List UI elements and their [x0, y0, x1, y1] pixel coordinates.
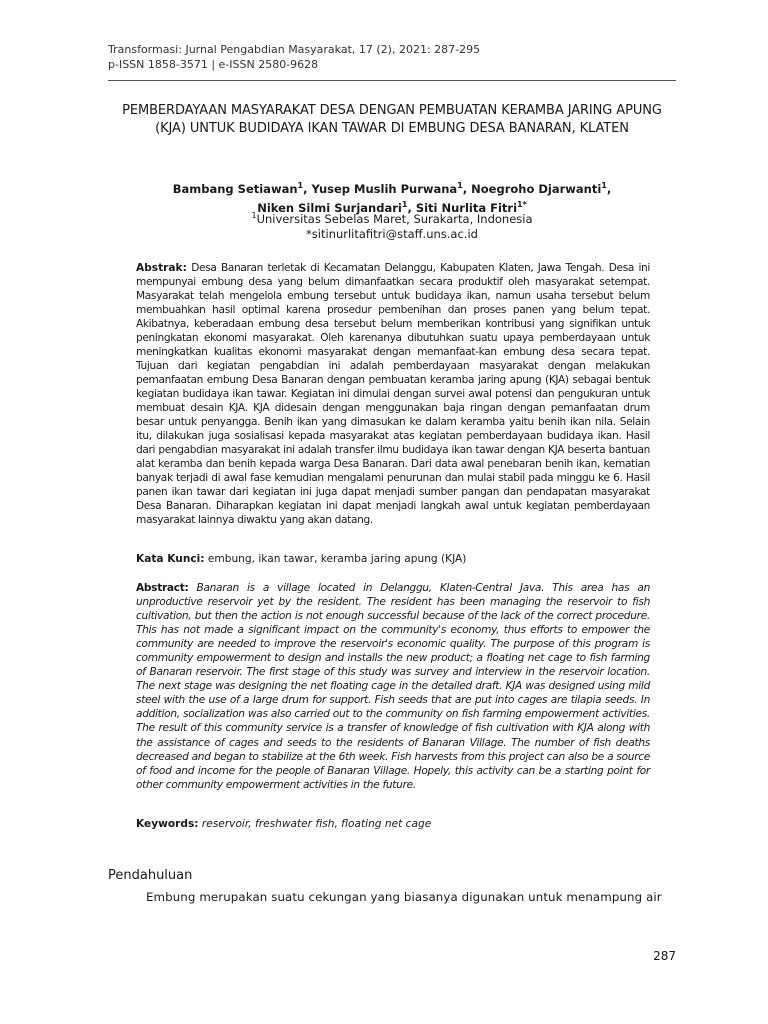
- affiliation: [108, 208, 676, 227]
- keywords-en-label: Keywords:: [136, 818, 199, 830]
- author-affil-mark: 1: [297, 181, 304, 190]
- abstrak-block: [136, 261, 650, 527]
- affiliation-text: Universitas Sebelas Maret, Surakarta, Indonesia: [256, 211, 533, 226]
- author-affil-mark: 1*: [517, 200, 527, 210]
- paper-title: PEMBERDAYAAN MASYARAKAT DESA DENGAN PEMBUATAN KERAMBA JARING APUNG (KJA) UNTUK BUDIDAYA IKAN TAWAR DI EMBUNG DESA BANARAN, KLATEN: [122, 103, 662, 136]
- author-name: Niken Silmi Surjandari: [257, 201, 402, 216]
- section-heading: Pendahuluan: [108, 868, 193, 883]
- journal-header: [108, 42, 678, 72]
- author-name: Noegroho Djarwanti: [471, 181, 602, 196]
- author-name: Yusep Muslih Purwana: [311, 181, 458, 196]
- author-name: Siti Nurlita Fitri: [415, 201, 518, 216]
- keywords-en-block: [136, 817, 650, 831]
- kata-kunci-label: Kata Kunci:: [136, 553, 205, 565]
- author-affil-mark: 1: [457, 181, 463, 190]
- author-separator: ,: [407, 201, 416, 216]
- kata-kunci-block: [136, 552, 650, 566]
- journal-issn: p-ISSN 1858-3571 | e-ISSN 2580-9628: [108, 58, 319, 71]
- kata-kunci-text: embung, ikan tawar, keramba jaring apung (KJA): [207, 553, 467, 565]
- author-affil-mark: 1: [601, 181, 607, 190]
- abstrak-text: Desa Banaran terletak di Kecamatan Delanggu, Kabupaten Klaten, Jawa Tengah. Desa ini mempunyai embung desa yang belum dimanfaatkan secara produktif oleh masyarakat setempat. Masyarakat telah mengelola embung tersebut untuk budidaya ikan, namun usaha tersebut belum membuahkan hasil optimal karena prosedur pembenihan dan proses panen yang belum tepat. Akibatnya, keberadaan embung desa tersebut belum memberikan kontribusi yang signifikan untuk peningkatan ekonomi masyarakat. Oleh karenanya dibutuhkan suatu upaya pemberdayaan untuk meningkatkan kualitas ekonomi masyarakat dengan memanfaat-kan embung desa secara tepat. Tujuan dari kegiatan pengabdian ini adalah pemberdayaan masyarakat dengan melakukan pemanfaatan embung Desa Banaran dengan pembuatan keramba jaring apung (KJA) sebagai bentuk kegiatan budidaya ikan tawar. Kegiatan ini dimulai dengan survei awal potensi dan pengukuran untuk membuat desain KJA. KJA didesain dengan menggunakan baja ringan dengan pemanfaatan drum besar untuk penyangga. Benih ikan yang dimasukan ke dalam keramba yaitu benih ikan nila. Selain itu, dilakukan juga sosialisasi kepada masyarakat atas kegiatan pemberdayaan budidaya ikan. Hasil dari pengabdian masyarakat ini adalah transfer ilmu budidaya ikan tawar dengan KJA beserta bantuan alat keramba dan benih kepada warga Desa Banaran. Dari data awal penebaran benih ikan, kematian banyak terjadi di awal fase kemudian mengalami penurunan dan mulai stabil pada minggu ke 6. Hasil panen ikan tawar dari kegiatan ini juga dapat menjadi sumber pangan dan pendapatan masyarakat Desa Banaran. Diharapkan kegiatan ini dapat menjadi langkah awal untuk kegiatan pemberdayaan masyarakat lainnya diwaktu yang akan datang.: [136, 262, 650, 526]
- author-separator: ,: [303, 181, 312, 196]
- abstrak-label: Abstrak:: [136, 262, 187, 274]
- journal-citation: Transformasi: Jurnal Pengabdian Masyarakat, 17 (2), 2021: 287-295: [108, 43, 481, 56]
- author-name: Bambang Setiawan: [172, 181, 298, 196]
- corresponding-email[interactable]: *sitinurlitafitri@staff.uns.ac.id: [306, 226, 478, 241]
- affiliation-mark: 1: [251, 211, 257, 220]
- abstract-en-label: Abstract:: [136, 582, 189, 594]
- author-separator: ,: [462, 181, 472, 196]
- author-separator: ,: [606, 181, 612, 196]
- abstract-en-block: [136, 581, 650, 792]
- affiliation-block: [108, 208, 676, 242]
- header-divider: [108, 80, 676, 81]
- author-affil-mark: 1: [401, 200, 408, 210]
- body-paragraph: Embung merupakan suatu cekungan yang biasanya digunakan untuk menampung air: [146, 890, 662, 904]
- abstract-en-text: Banaran is a village located in Delanggu, Klaten-Central Java. This area has an unproductive reservoir yet by the resident. The resident has been managing the reservoir to fish cultivation, but then the action is not enough successful because of the lack of the correct procedure. This has not made a significant impact on the community's economy, thus efforts to empower the community are needed to improve the reservoir's economic quality. The purpose of this program is community empowerment to design and installs the new product; a floating net cage to fish farming of Banaran reservoir. The first stage of this study was survey and interview in the reservoir location. The next stage was designing the net floating cage in the detailed draft. KJA was designed using mild steel with the use of a large drum for support. Fish seeds that are put into cages are tilapia seeds. In addition, socialization was also carried out to the community on fish farming empowerment activities. The result of this community service is a transfer of knowledge of fish cultivation with KJA along with the assistance of cages and seeds to the residents of Banaran Village. The number of fish deaths decreased and began to stabilize at the 6th week. Fish harvests from this project can also be a source of food and income for the people of Banaran Village. Hopely, this activity can be a starting point for other community empowerment activities in the future.: [136, 582, 650, 791]
- keywords-en-text: reservoir, freshwater fish, floating net cage: [201, 818, 432, 830]
- page-number: 287: [653, 949, 676, 963]
